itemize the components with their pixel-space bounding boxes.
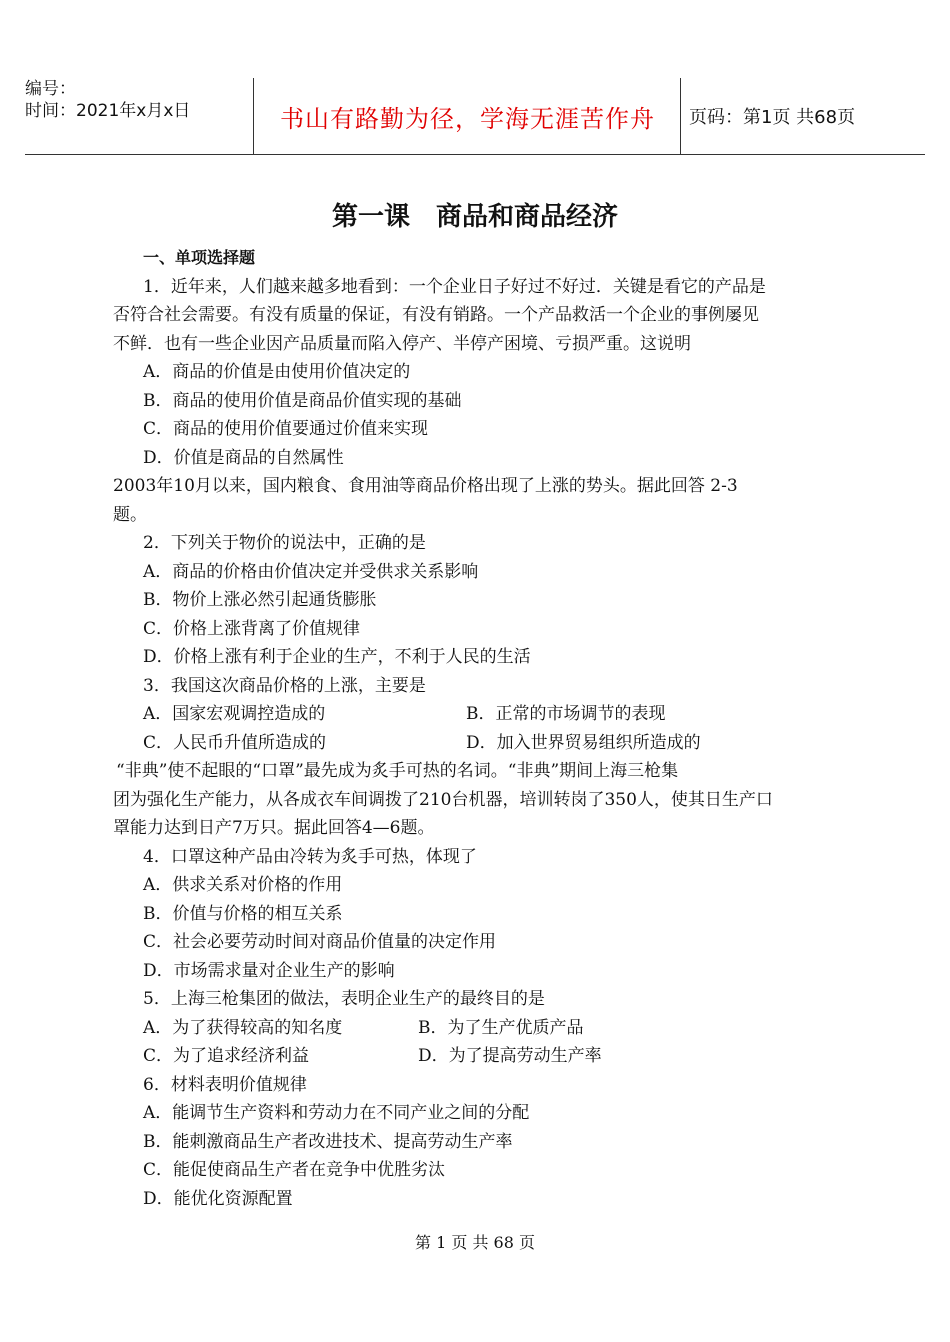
option-b: B．正常的市场调节的表现 (466, 704, 666, 724)
option-d: D．市场需求量对企业生产的影响 (143, 960, 395, 981)
material-text: 团为强化生产能力，从各成衣车间调拨了210台机器，培训转岗了350人，使其日生产口 (113, 789, 773, 810)
header-page-label: 页码：第1页 共68页 (689, 107, 856, 128)
document-header (25, 78, 925, 154)
header-rule (25, 154, 925, 155)
option-d: D．为了提高劳动生产率 (418, 1046, 602, 1066)
time-label: 时间：2021年x月x日 (25, 101, 191, 121)
header-divider (680, 78, 681, 154)
question-6-stem: 6．材料表明价值规律 (143, 1074, 307, 1095)
question-3-stem: 3．我国这次商品价格的上涨，主要是 (143, 675, 426, 696)
option-b: B．价值与价格的相互关系 (143, 903, 343, 924)
option-c: C．人民币升值所造成的 (143, 732, 327, 753)
document-body (113, 244, 853, 1213)
option-a: A．为了获得较高的知名度 (143, 1017, 343, 1038)
option-row (143, 1014, 853, 1043)
option-c: C．能促使商品生产者在竞争中优胜劣汰 (143, 1160, 446, 1180)
page-title: 第一课 商品和商品经济 (331, 202, 618, 232)
option-c: C．价格上涨背离了价值规律 (143, 618, 361, 639)
option-b: B．为了生产优质产品 (418, 1017, 584, 1038)
option-a: A．商品的价值是由使用价值决定的 (143, 362, 411, 382)
option-row (143, 729, 853, 758)
option-d: D．价格上涨有利于企业的生产，不利于人民的生活 (143, 647, 531, 667)
option-b: B．能刺激商品生产者改进技术、提高劳动生产率 (143, 1131, 513, 1152)
option-c: C．商品的使用价值要通过价值来实现 (143, 419, 429, 439)
question-1-stem: 否符合社会需要。有没有质量的保证，有没有销路。一个产品救活一个企业的事例屡见 (113, 305, 759, 325)
header-motto: 书山有路勤为径，学海无涯苦作舟 (280, 104, 655, 133)
material-text: 2003年10月以来，国内粮食、食用油等商品价格出现了上涨的势头。据此回答 2-3 (113, 476, 738, 496)
material-text: 罩能力达到日产7万只。据此回答4—6题。 (113, 818, 435, 838)
number-label: 编号： (25, 79, 76, 99)
option-c: C．社会必要劳动时间对商品价值量的决定作用 (143, 932, 497, 952)
question-5-stem: 5．上海三枪集团的做法，表明企业生产的最终目的是 (143, 989, 545, 1009)
header-divider (253, 78, 254, 154)
header-meta (25, 78, 253, 154)
option-d: D．加入世界贸易组织所造成的 (466, 732, 701, 753)
option-b: B．物价上涨必然引起通货膨胀 (143, 590, 377, 610)
page-footer: 第 1 页 共 68 页 (415, 1233, 535, 1252)
option-a: A．供求关系对价格的作用 (143, 875, 343, 895)
option-a: A．商品的价格由价值决定并受供求关系影响 (143, 561, 479, 582)
section-heading: 一、单项选择题 (143, 248, 256, 267)
question-1-stem: 1．近年来，人们越来越多地看到：一个企业日子好过不好过．关键是看它的产品是 (143, 276, 766, 297)
option-row (143, 700, 853, 729)
material-text: 题。 (113, 504, 147, 525)
option-a: A．国家宏观调控造成的 (143, 704, 326, 724)
option-b: B．商品的使用价值是商品价值实现的基础 (143, 390, 462, 411)
option-d: D．价值是商品的自然属性 (143, 447, 344, 468)
question-2-stem: 2．下列关于物价的说法中，正确的是 (143, 533, 426, 553)
option-a: A．能调节生产资料和劳动力在不同产业之间的分配 (143, 1103, 530, 1123)
option-d: D．能优化资源配置 (143, 1188, 293, 1209)
material-text: “非典”使不起眼的“口罩”最先成为炙手可热的名词。“非典”期间上海三枪集 (116, 761, 679, 781)
option-c: C．为了追求经济利益 (143, 1046, 310, 1066)
question-1-stem: 不鲜．也有一些企业因产品质量而陷入停产、半停产困境、亏损严重。这说明 (113, 333, 691, 354)
option-row (143, 1042, 853, 1071)
question-4-stem: 4．口罩这种产品由冷转为炙手可热，体现了 (143, 846, 477, 867)
